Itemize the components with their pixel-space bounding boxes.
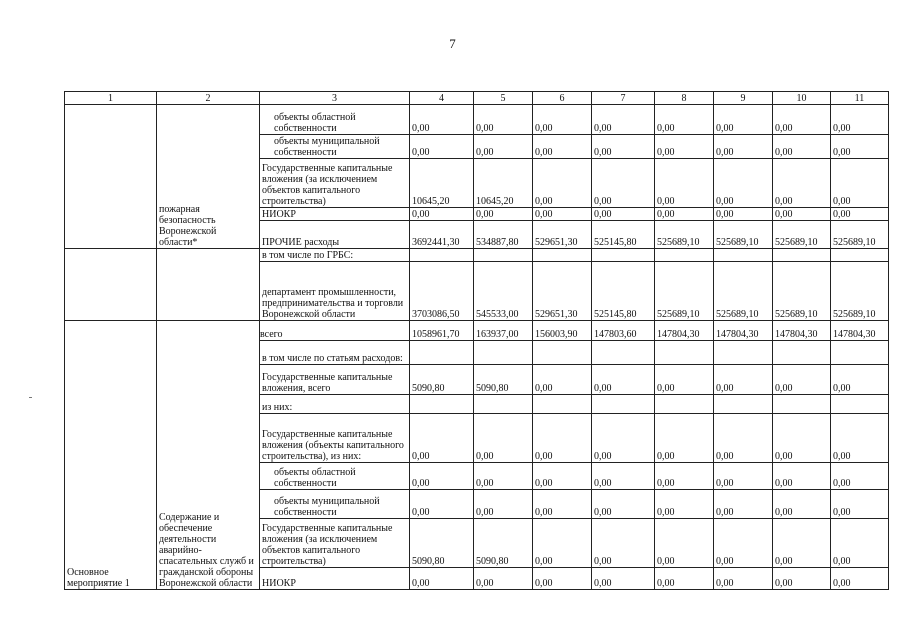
expense-label: из них:	[260, 395, 410, 414]
value-cell	[533, 249, 592, 262]
header-cell: 10	[773, 92, 831, 105]
value-cell: 0,00	[533, 463, 592, 490]
event-cell	[65, 105, 157, 249]
value-cell: 0,00	[714, 519, 773, 568]
value-cell: 529651,30	[533, 262, 592, 321]
value-cell	[831, 249, 889, 262]
value-cell: 0,00	[533, 135, 592, 159]
expense-label: объекты областной собственности	[260, 105, 410, 135]
value-cell: 0,00	[410, 463, 474, 490]
value-cell: 0,00	[410, 208, 474, 221]
value-cell: 0,00	[533, 105, 592, 135]
value-cell: 0,00	[533, 414, 592, 463]
value-cell: 525145,80	[592, 262, 655, 321]
margin-mark	[29, 397, 32, 398]
value-cell: 0,00	[655, 365, 714, 395]
value-cell: 0,00	[655, 568, 714, 590]
value-cell	[773, 395, 831, 414]
value-cell: 525689,10	[655, 221, 714, 249]
expense-label: департамент промышленности, предпринимательства и торговли Воронежской области	[260, 262, 410, 321]
value-cell: 0,00	[410, 105, 474, 135]
value-cell: 3692441,30	[410, 221, 474, 249]
value-cell: 0,00	[831, 490, 889, 519]
value-cell: 0,00	[592, 568, 655, 590]
value-cell: 0,00	[773, 135, 831, 159]
value-cell: 0,00	[533, 365, 592, 395]
value-cell	[773, 249, 831, 262]
value-cell: 0,00	[831, 208, 889, 221]
value-cell: 0,00	[773, 519, 831, 568]
value-cell: 0,00	[773, 208, 831, 221]
event-cell: Основное мероприятие 1	[65, 321, 157, 590]
program-name-cell	[157, 249, 260, 321]
expense-label: Государственные капитальные вложения (объекты капитального строительства), из них:	[260, 414, 410, 463]
value-cell: 0,00	[773, 568, 831, 590]
value-cell: 0,00	[592, 159, 655, 208]
expense-label: ПРОЧИЕ расходы	[260, 221, 410, 249]
page-number: 7	[449, 36, 456, 51]
value-cell: 0,00	[474, 105, 533, 135]
value-cell: 525689,10	[831, 262, 889, 321]
budget-table	[64, 91, 889, 590]
value-cell	[655, 395, 714, 414]
value-cell: 0,00	[592, 490, 655, 519]
expense-label: объекты муниципальной собственности	[260, 135, 410, 159]
value-cell	[773, 341, 831, 365]
value-cell: 0,00	[773, 414, 831, 463]
header-row	[65, 92, 889, 105]
expense-label: в том числе по ГРБС:	[260, 249, 410, 262]
value-cell: 3703086,50	[410, 262, 474, 321]
value-cell: 525689,10	[655, 262, 714, 321]
table-row	[65, 249, 889, 262]
value-cell	[655, 249, 714, 262]
value-cell	[831, 341, 889, 365]
header-cell: 11	[831, 92, 889, 105]
value-cell: 0,00	[773, 463, 831, 490]
value-cell: 525689,10	[773, 221, 831, 249]
value-cell: 0,00	[592, 208, 655, 221]
value-cell: 0,00	[410, 414, 474, 463]
value-cell: 0,00	[655, 135, 714, 159]
value-cell: 0,00	[655, 208, 714, 221]
value-cell: 525689,10	[714, 221, 773, 249]
value-cell: 147804,30	[831, 321, 889, 341]
value-cell: 0,00	[773, 365, 831, 395]
value-cell: 5090,80	[410, 365, 474, 395]
value-cell: 0,00	[773, 490, 831, 519]
header-cell: 8	[655, 92, 714, 105]
value-cell	[592, 395, 655, 414]
value-cell: 0,00	[714, 159, 773, 208]
value-cell: 0,00	[592, 365, 655, 395]
value-cell: 0,00	[474, 568, 533, 590]
value-cell: 0,00	[831, 463, 889, 490]
table-row	[65, 105, 889, 135]
expense-label: всего	[260, 321, 410, 341]
value-cell: 0,00	[533, 208, 592, 221]
expense-label: объекты муниципальной собственности	[260, 490, 410, 519]
table-row	[65, 321, 889, 341]
value-cell	[474, 341, 533, 365]
value-cell: 0,00	[714, 135, 773, 159]
header-cell: 2	[157, 92, 260, 105]
value-cell: 0,00	[533, 159, 592, 208]
value-cell: 0,00	[831, 414, 889, 463]
value-cell: 0,00	[831, 105, 889, 135]
value-cell: 0,00	[831, 159, 889, 208]
value-cell: 0,00	[655, 414, 714, 463]
value-cell: 147803,60	[592, 321, 655, 341]
header-cell: 5	[474, 92, 533, 105]
value-cell: 0,00	[714, 568, 773, 590]
program-name-cell: пожарная безопасность Воронежской области*	[157, 105, 260, 249]
value-cell: 525689,10	[714, 262, 773, 321]
value-cell	[592, 249, 655, 262]
value-cell: 10645,20	[474, 159, 533, 208]
value-cell: 525145,80	[592, 221, 655, 249]
value-cell: 0,00	[714, 365, 773, 395]
header-cell: 4	[410, 92, 474, 105]
value-cell: 0,00	[533, 490, 592, 519]
value-cell	[714, 341, 773, 365]
value-cell: 0,00	[474, 463, 533, 490]
value-cell: 0,00	[592, 519, 655, 568]
value-cell: 156003,90	[533, 321, 592, 341]
value-cell	[714, 395, 773, 414]
header-cell: 6	[533, 92, 592, 105]
value-cell	[533, 395, 592, 414]
value-cell: 0,00	[831, 519, 889, 568]
value-cell: 147804,30	[655, 321, 714, 341]
table-body	[65, 105, 889, 590]
header-cell: 9	[714, 92, 773, 105]
value-cell: 0,00	[831, 365, 889, 395]
value-cell: 0,00	[714, 490, 773, 519]
value-cell: 147804,30	[773, 321, 831, 341]
value-cell: 0,00	[655, 105, 714, 135]
value-cell: 0,00	[655, 519, 714, 568]
header-cell: 1	[65, 92, 157, 105]
value-cell: 0,00	[474, 135, 533, 159]
value-cell: 0,00	[592, 105, 655, 135]
value-cell: 529651,30	[533, 221, 592, 249]
value-cell	[474, 249, 533, 262]
value-cell	[474, 395, 533, 414]
value-cell	[831, 395, 889, 414]
value-cell: 0,00	[714, 208, 773, 221]
value-cell: 525689,10	[773, 262, 831, 321]
value-cell: 0,00	[533, 519, 592, 568]
expense-label: объекты областной собственности	[260, 463, 410, 490]
program-name-cell: Содержание и обеспечение деятельности аварийно-спасательных служб и гражданской обороны Воронежской области	[157, 321, 260, 590]
value-cell: 0,00	[655, 463, 714, 490]
value-cell: 0,00	[714, 105, 773, 135]
value-cell: 0,00	[592, 135, 655, 159]
value-cell: 0,00	[655, 159, 714, 208]
header-cell: 7	[592, 92, 655, 105]
expense-label: Государственные капитальные вложения (за исключением объектов капитального строительства)	[260, 519, 410, 568]
value-cell	[533, 341, 592, 365]
value-cell: 0,00	[474, 208, 533, 221]
value-cell: 0,00	[533, 568, 592, 590]
value-cell: 0,00	[655, 490, 714, 519]
value-cell: 0,00	[831, 568, 889, 590]
value-cell: 163937,00	[474, 321, 533, 341]
value-cell	[410, 395, 474, 414]
value-cell: 10645,20	[410, 159, 474, 208]
value-cell: 0,00	[592, 463, 655, 490]
value-cell	[410, 249, 474, 262]
value-cell: 147804,30	[714, 321, 773, 341]
expense-label: НИОКР	[260, 208, 410, 221]
value-cell: 0,00	[474, 414, 533, 463]
value-cell: 5090,80	[474, 365, 533, 395]
value-cell: 0,00	[714, 414, 773, 463]
expense-label: НИОКР	[260, 568, 410, 590]
value-cell: 5090,80	[410, 519, 474, 568]
expense-label: в том числе по статьям расходов:	[260, 341, 410, 365]
value-cell: 534887,80	[474, 221, 533, 249]
header-cell: 3	[260, 92, 410, 105]
value-cell: 0,00	[410, 568, 474, 590]
value-cell: 0,00	[714, 463, 773, 490]
expense-label: Государственные капитальные вложения, всего	[260, 365, 410, 395]
value-cell	[655, 341, 714, 365]
value-cell: 0,00	[410, 135, 474, 159]
value-cell: 0,00	[773, 159, 831, 208]
value-cell: 0,00	[831, 135, 889, 159]
value-cell: 0,00	[592, 414, 655, 463]
expense-label: Государственные капитальные вложения (за исключением объектов капитального строительства)	[260, 159, 410, 208]
value-cell: 5090,80	[474, 519, 533, 568]
value-cell	[714, 249, 773, 262]
event-cell	[65, 249, 157, 321]
value-cell: 545533,00	[474, 262, 533, 321]
value-cell: 525689,10	[831, 221, 889, 249]
value-cell: 0,00	[474, 490, 533, 519]
value-cell: 0,00	[410, 490, 474, 519]
value-cell: 1058961,70	[410, 321, 474, 341]
value-cell	[410, 341, 474, 365]
value-cell: 0,00	[773, 105, 831, 135]
value-cell	[592, 341, 655, 365]
